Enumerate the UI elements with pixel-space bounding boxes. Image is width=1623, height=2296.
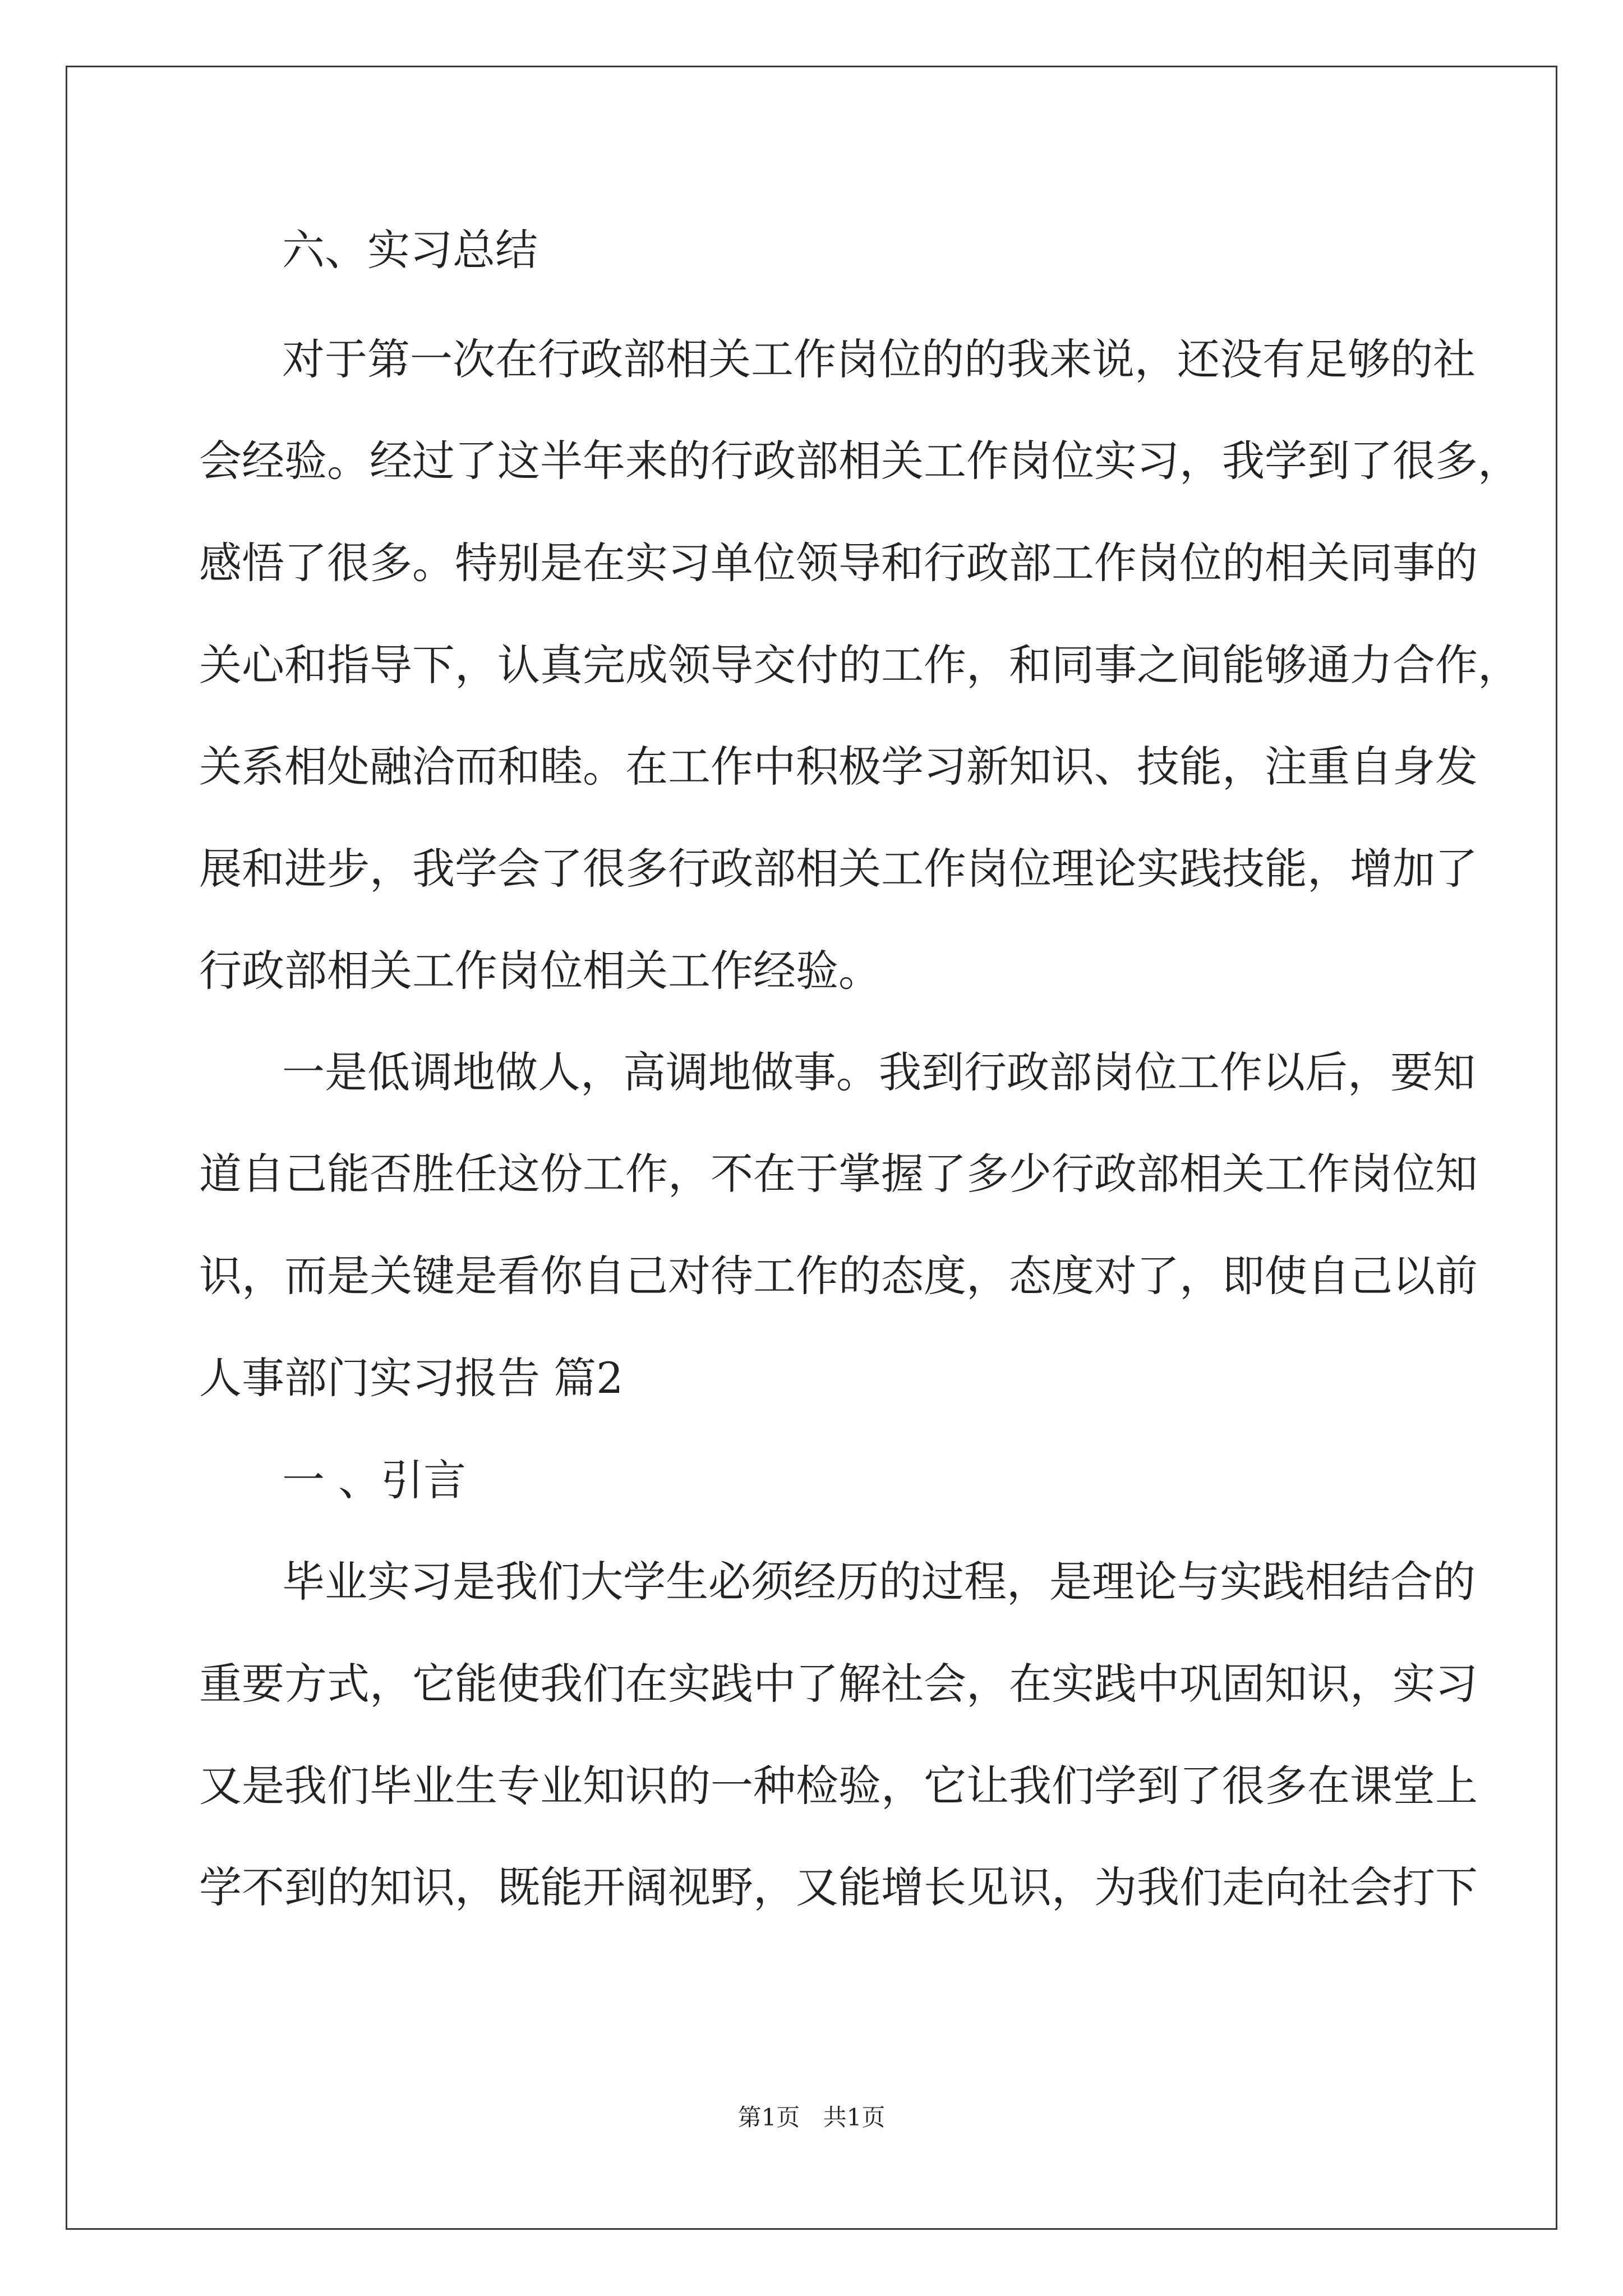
paragraph-line: 展和进步，我学会了很多行政部相关工作岗位理论实践技能，增加了 [199, 844, 1478, 894]
paragraph-line: 一是低调地做人，高调地做事。我到行政部岗位工作以后，要知 [282, 1047, 1476, 1097]
paragraph-line: 毕业实习是我们大学生必须经历的过程，是理论与实践相结合的 [282, 1557, 1476, 1607]
paragraph-line: 行政部相关工作岗位相关工作经验。 [199, 946, 881, 996]
paragraph-line: 对于第一次在行政部相关工作岗位的的我来说，还没有足够的社 [282, 334, 1476, 384]
paragraph-line: 关系相处融洽而和睦。在工作中积极学习新知识、技能，注重自身发 [199, 742, 1478, 792]
section-heading: 六、实习总结 [282, 225, 538, 275]
paragraph-line: 道自己能否胜任这份工作，不在于掌握了多少行政部相关工作岗位知 [199, 1149, 1478, 1199]
section-heading: 一 、引言 [282, 1455, 467, 1505]
page-footer [0, 2101, 1623, 2134]
paragraph-line: 感悟了很多。特别是在实习单位领导和行政部工作岗位的相关同事的 [199, 538, 1478, 588]
page-number: 第1页 [737, 2104, 800, 2131]
paragraph-line: 会经验。经过了这半年来的行政部相关工作岗位实习，我学到了很多， [199, 436, 1520, 486]
paragraph-line: 又是我们毕业生专业知识的一种检验，它让我们学到了很多在课堂上 [199, 1761, 1478, 1811]
article-title: 人事部门实习报告 篇2 [199, 1353, 624, 1403]
paragraph-line: 学不到的知识，既能开阔视野，又能增长见识，为我们走向社会打下 [199, 1862, 1478, 1912]
paragraph-line: 重要方式，它能使我们在实践中了解社会，在实践中巩固知识，实习 [199, 1659, 1478, 1709]
page-total: 共1页 [823, 2104, 886, 2131]
paragraph-line: 识，而是关键是看你自己对待工作的态度，态度对了，即使自己以前 [199, 1251, 1478, 1301]
paragraph-line: 关心和指导下，认真完成领导交付的工作，和同事之间能够通力合作， [199, 640, 1520, 690]
